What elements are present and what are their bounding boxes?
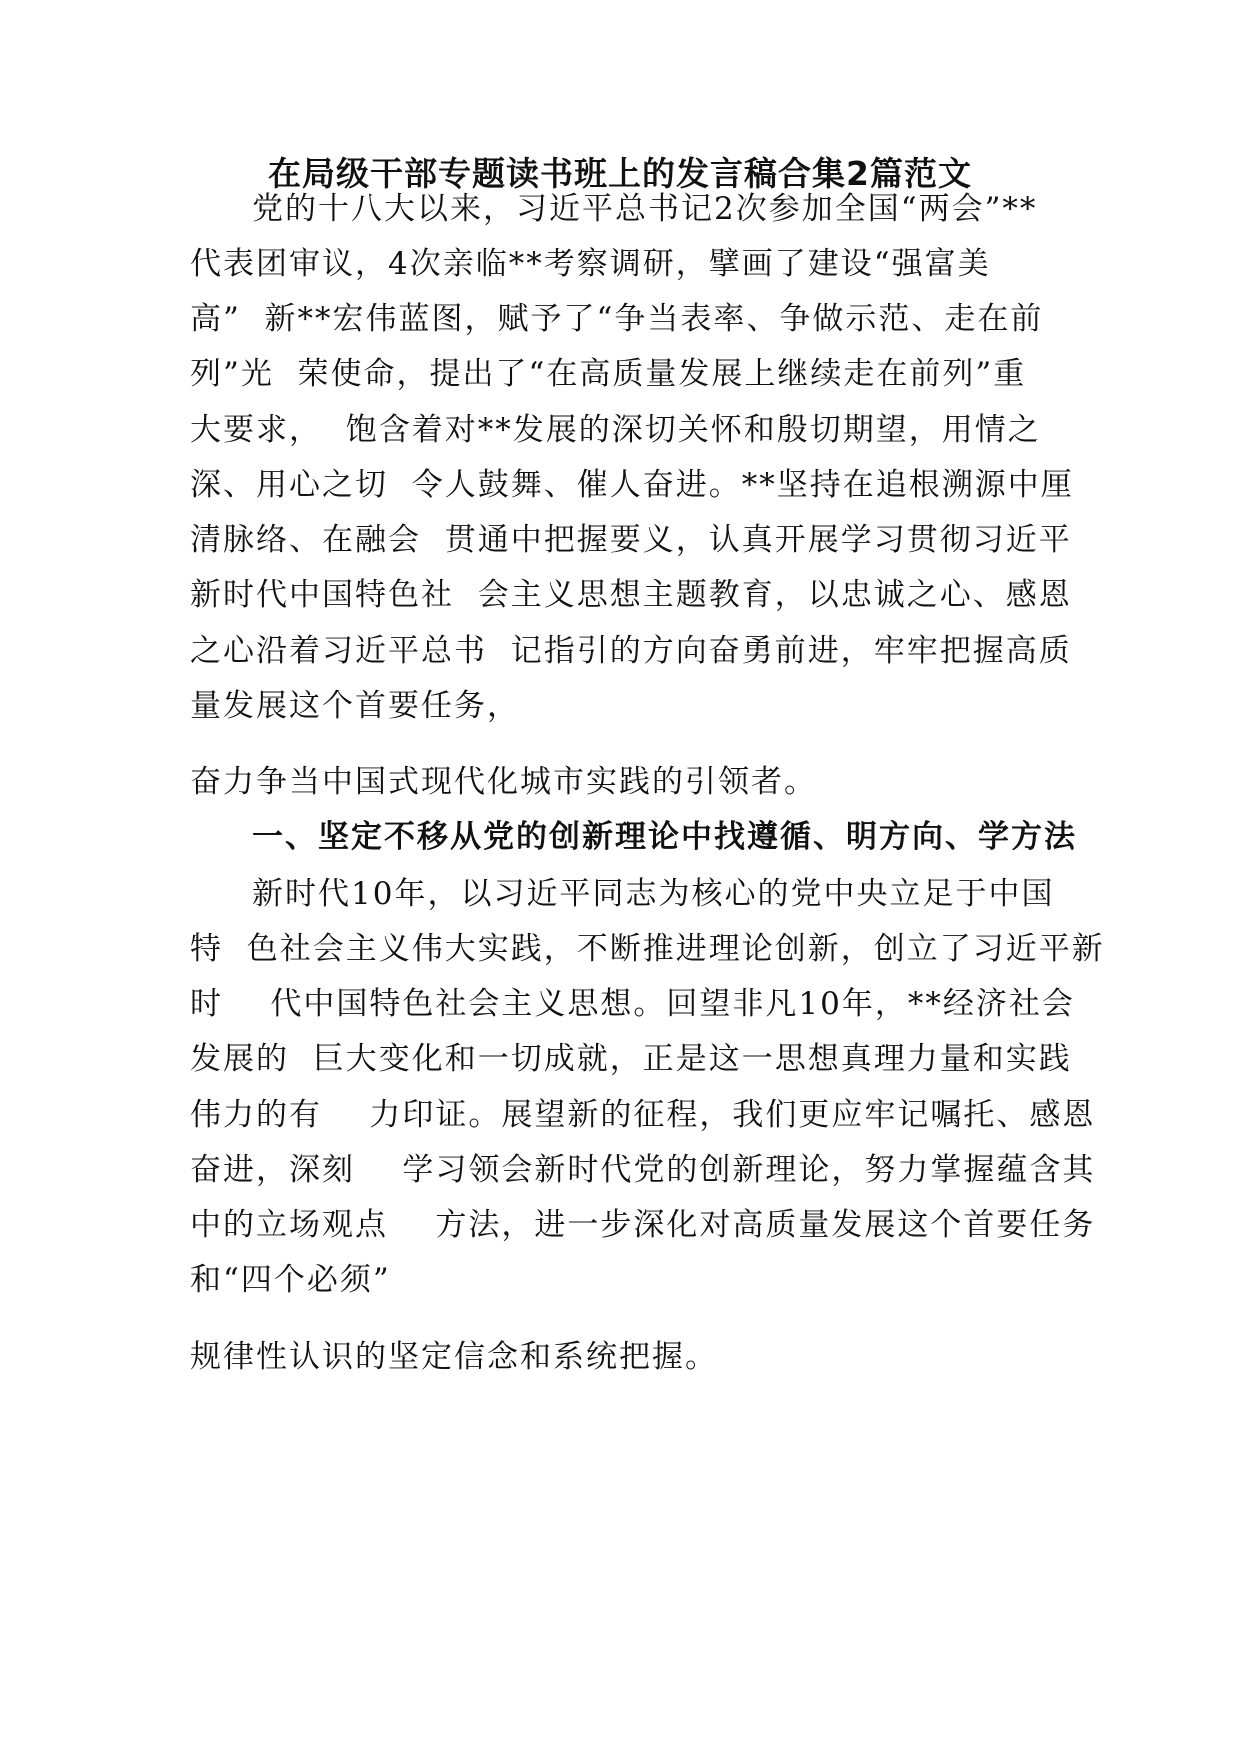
paragraph-line: 新时代中国特色社 会主义思想主题教育，以忠诚之心、感恩 (190, 577, 1072, 613)
paragraph-line: 时 代中国特色社会主义思想。回望非凡10年，**经济社会 (190, 986, 1075, 1022)
paragraph-line: 和“四个必须” (190, 1262, 391, 1298)
paragraph-line: 大要求， 饱含着对**发展的深切关怀和殷切期望，用情之 (190, 412, 1041, 448)
paragraph-line: 列”光 荣使命，提出了“在高质量发展上继续走在前列”重 (190, 356, 1027, 392)
paragraph-line: 代表团审议，4次亲临**考察调研，擘画了建设“强富美 (190, 246, 991, 282)
paragraph-line: 奋力争当中国式现代化城市实践的引领者。 (190, 764, 817, 800)
section-heading: 一、坚定不移从党的创新理论中找遵循、明方向、学方法 (252, 819, 1077, 855)
paragraph-line: 规律性认识的坚定信念和系统把握。 (190, 1339, 718, 1375)
paragraph-line: 发展的 巨大变化和一切成就，正是这一思想真理力量和实践 (190, 1041, 1072, 1077)
paragraph-line: 中的立场观点 方法，进一步深化对高质量发展这个首要任务 (190, 1207, 1096, 1243)
paragraph-line: 之心沿着习近平总书 记指引的方向奋勇前进，牢牢把握高质 (190, 633, 1072, 669)
paragraph-line: 高” 新**宏伟蓝图，赋予了“争当表率、争做示范、走在前 (190, 301, 1044, 337)
paragraph-line: 深、用心之切 令人鼓舞、催人奋进。**坚持在追根溯源中厘 (190, 467, 1074, 503)
paragraph-line: 特 色社会主义伟大实践，不断推进理论创新，创立了习近平新 (190, 931, 1105, 967)
paragraph-line: 伟力的有 力印证。展望新的征程，我们更应牢记嘱托、感恩 (190, 1097, 1096, 1133)
document-title: 在局级干部专题读书班上的发言稿合集2篇范文 (268, 154, 972, 193)
paragraph-line: 量发展这个首要任务， (190, 688, 520, 724)
paragraph-line: 清脉络、在融会 贯通中把握要义，认真开展学习贯彻习近平 (190, 522, 1072, 558)
paragraph-line: 奋进，深刻 学习领会新时代党的创新理论，努力掌握蕴含其 (190, 1152, 1096, 1188)
paragraph-line: 党的十八大以来，习近平总书记2次参加全国“两会”** (252, 191, 1038, 227)
paragraph-line: 新时代10年，以习近平同志为核心的党中央立足于中国 (252, 876, 1055, 912)
